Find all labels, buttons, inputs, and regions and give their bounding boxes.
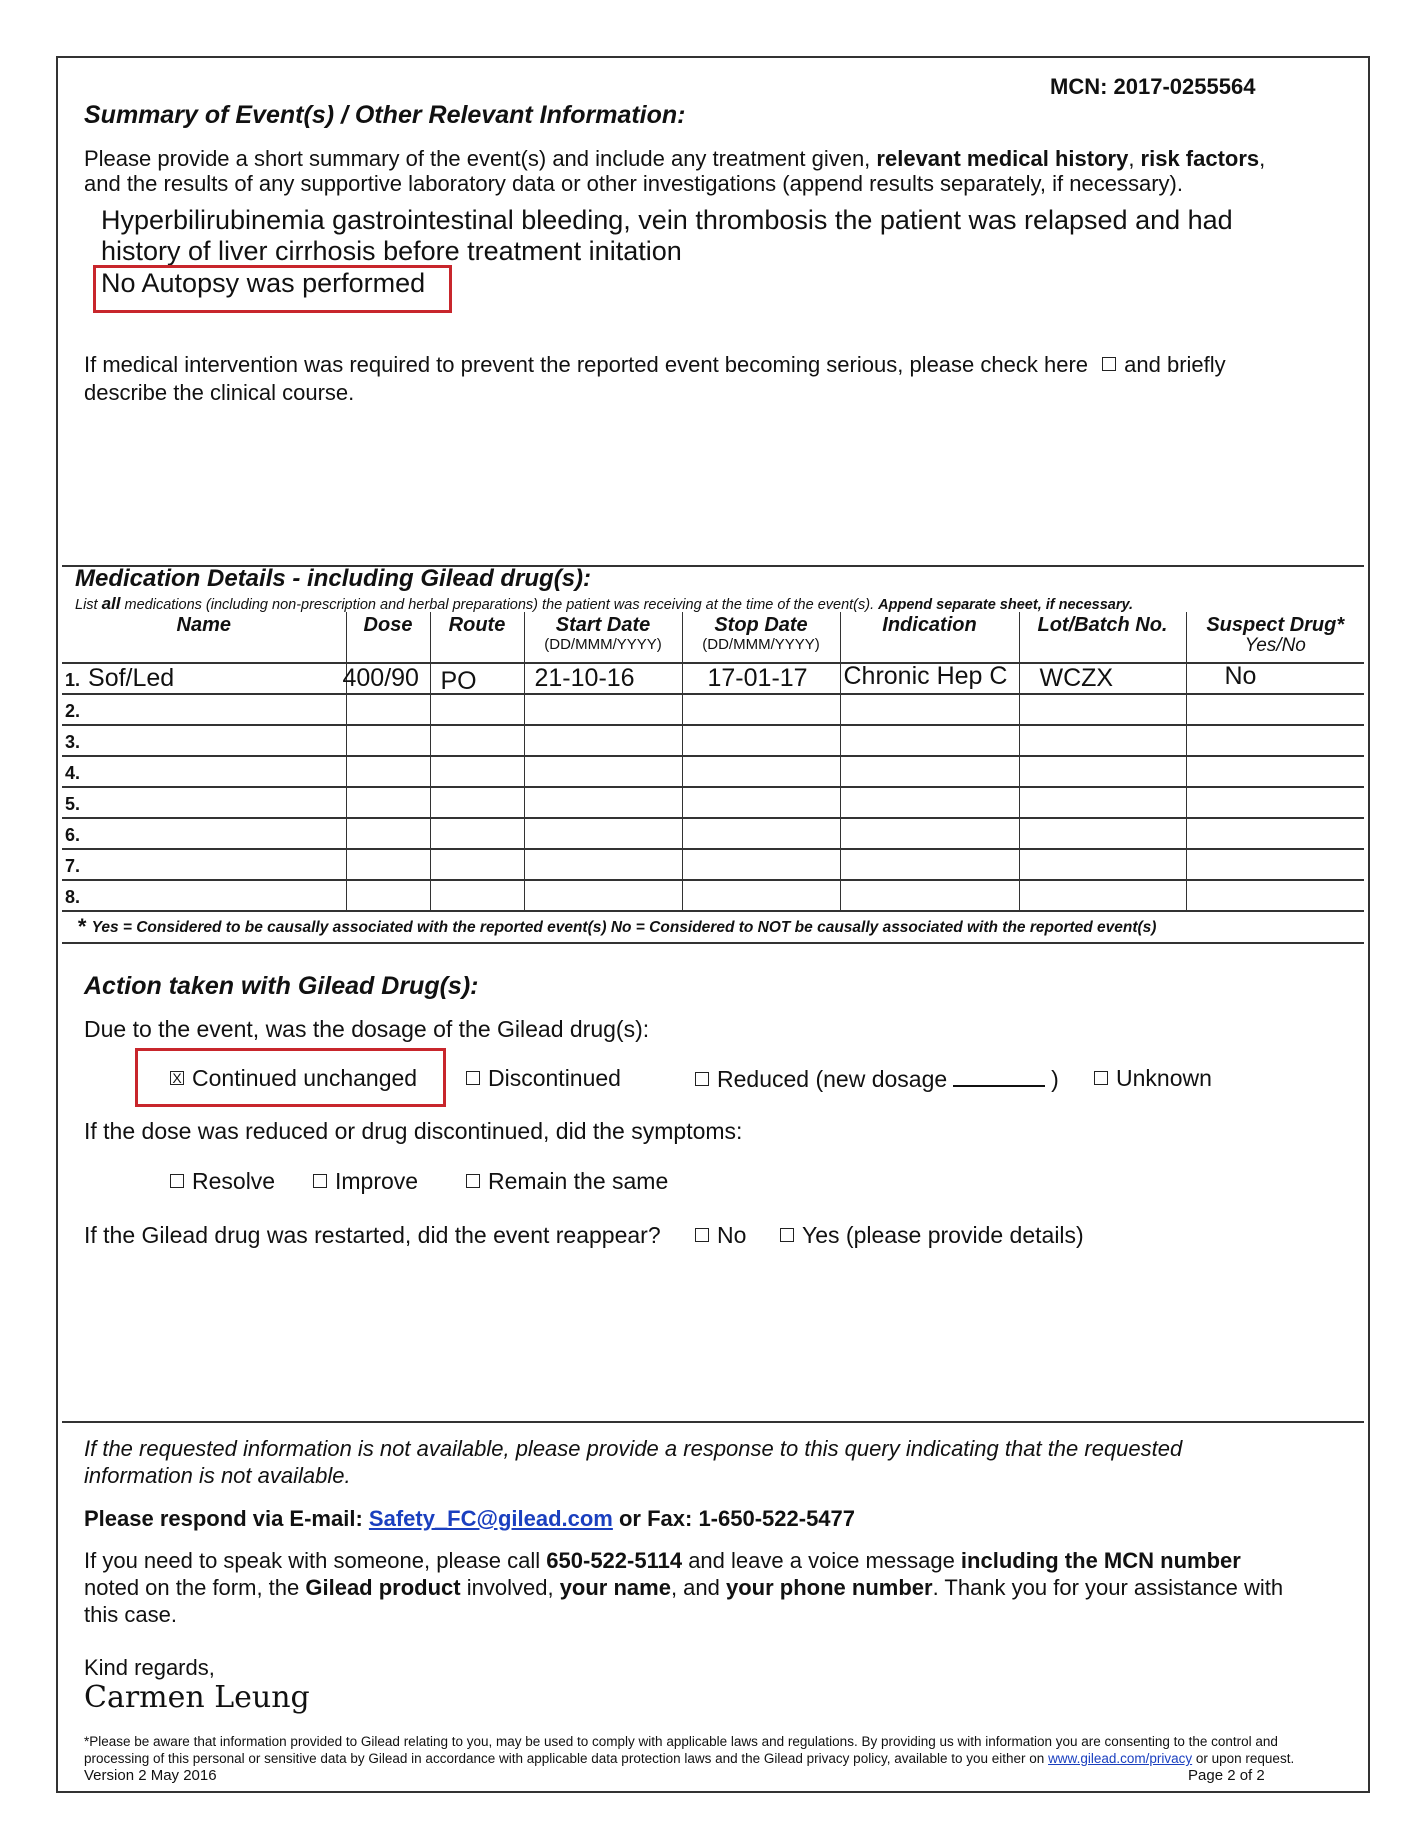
safety-email-link[interactable]: Safety_FC@gilead.com: [368, 1506, 613, 1531]
cell-indication[interactable]: Chronic Hep C: [840, 663, 1019, 694]
contact-l2-c: involved,: [460, 1575, 560, 1600]
divider-medication-bottom: [62, 942, 1364, 944]
unknown-label: Unknown: [1116, 1065, 1212, 1091]
table-row: [62, 756, 1364, 787]
reduced-close: ): [1051, 1066, 1059, 1092]
col-stop-format: (DD/MMM/YYYY): [702, 636, 820, 653]
cell-start-date[interactable]: [524, 756, 682, 787]
cell-name[interactable]: 1. Sof/Led: [62, 663, 346, 694]
summary-instr-text-c: ,: [1128, 146, 1141, 171]
cell-name[interactable]: 5.: [62, 787, 346, 818]
cell-indication[interactable]: [840, 787, 1019, 818]
table-row: [62, 787, 1364, 818]
medication-table-header: [62, 612, 1364, 663]
cell-suspect-drug[interactable]: [1186, 787, 1364, 818]
summary-entry-line1: Hyperbilirubinemia gastrointestinal bleeding, vein thrombosis the patient was relapsed and had: [101, 205, 1233, 235]
medication-footnote: [77, 912, 1156, 938]
cell-indication[interactable]: [840, 694, 1019, 725]
cell-start-date[interactable]: [524, 880, 682, 911]
cell-stop-date[interactable]: [682, 849, 840, 880]
privacy-text: processing of this personal or sensitive data by Gilead in accordance with applicable data protection laws and the Gilead privacy policy, available to you either on: [84, 1751, 1049, 1766]
signature: Carmen Leung: [84, 1680, 310, 1715]
continued-unchanged-label: Continued unchanged: [192, 1065, 418, 1091]
cell-name[interactable]: 2.: [62, 694, 346, 725]
medication-table: [62, 612, 1364, 912]
contact-phone: 650-522-5114: [546, 1548, 683, 1573]
cell-suspect-drug[interactable]: [1186, 849, 1364, 880]
intervention-text-b: and briefly: [1124, 352, 1226, 377]
cell-lot-batch[interactable]: [1019, 880, 1186, 911]
discontinued-checkbox[interactable]: [466, 1071, 480, 1085]
col-dose: Dose: [346, 612, 430, 663]
table-row: [62, 663, 1364, 694]
col-start-date: Start Date (DD/MMM/YYYY): [524, 612, 682, 663]
table-row: [62, 849, 1364, 880]
option-remain-same[interactable]: [466, 1168, 668, 1195]
cell-dose[interactable]: [346, 694, 430, 725]
cell-route[interactable]: PO: [430, 663, 524, 694]
summary-instr-risk-factors: risk factors: [1140, 146, 1260, 171]
cell-indication[interactable]: [840, 756, 1019, 787]
reappear-no-label: No: [717, 1222, 747, 1248]
cell-indication[interactable]: [840, 725, 1019, 756]
option-resolve[interactable]: [170, 1168, 275, 1195]
cell-start-date[interactable]: [524, 818, 682, 849]
cell-stop-date[interactable]: [682, 880, 840, 911]
cell-name[interactable]: 3.: [62, 725, 346, 756]
summary-instr-text-a: Please provide a short summary of the event(s) and include any treatment given,: [84, 146, 877, 171]
cell-lot-batch[interactable]: WCZX: [1019, 663, 1186, 694]
resolve-label: Resolve: [192, 1168, 276, 1194]
option-improve[interactable]: [313, 1168, 418, 1195]
summary-instructions-line2: and the results of any supportive laboratory data or other investigations (append results separately, if necessary).: [84, 171, 1183, 196]
medication-instr-append: Append separate sheet, if necessary.: [878, 597, 1134, 613]
privacy-line2: [84, 1750, 1294, 1767]
col-indication: Indication: [840, 612, 1019, 663]
action-heading: Action taken with Gilead Drug(s):: [84, 972, 479, 1000]
improve-checkbox[interactable]: [313, 1174, 327, 1188]
contact-l2-a: noted on the form, the: [84, 1575, 306, 1600]
respond-fax: or Fax: 1-650-522-5477: [612, 1506, 856, 1531]
col-suspect-sub: Yes/No: [1244, 635, 1306, 656]
contact-line3: this case.: [84, 1602, 177, 1627]
cell-lot-batch[interactable]: [1019, 725, 1186, 756]
cell-start-date[interactable]: [524, 694, 682, 725]
intervention-checkbox[interactable]: [1102, 357, 1116, 371]
contact-l2-product: Gilead product: [305, 1575, 461, 1600]
option-reappear-no[interactable]: [695, 1222, 746, 1249]
contact-l2-name: your name: [559, 1575, 671, 1600]
cell-suspect-drug[interactable]: [1186, 756, 1364, 787]
cell-stop-date[interactable]: [682, 818, 840, 849]
contact-text-a: If you need to speak with someone, please call: [84, 1548, 547, 1573]
option-continued-unchanged[interactable]: [170, 1065, 417, 1092]
cell-start-date[interactable]: [524, 787, 682, 818]
cell-dose[interactable]: [346, 818, 430, 849]
cell-start-date[interactable]: [524, 849, 682, 880]
footnote-text: Yes = Considered to be causally associated with the reported event(s) No = Considered to NOT be causally associated with the reported event(s): [91, 919, 1157, 936]
summary-entry-autopsy: No Autopsy was performed: [101, 268, 426, 298]
cell-dose[interactable]: [346, 880, 430, 911]
cell-dose[interactable]: [346, 725, 430, 756]
reappear-yes-checkbox[interactable]: [780, 1228, 794, 1242]
remain-same-checkbox[interactable]: [466, 1174, 480, 1188]
contact-line2: [84, 1575, 1283, 1601]
intervention-text: If medical intervention was required to prevent the reported event becoming serious, please check here: [84, 352, 1089, 377]
cell-route[interactable]: [430, 787, 524, 818]
footnote-star: *: [77, 914, 86, 939]
respond-email-label: Please respond via E-mail:: [84, 1506, 369, 1531]
cell-start-date[interactable]: [524, 725, 682, 756]
intervention-line2: describe the clinical course.: [84, 380, 355, 405]
col-suspect-drug: Suspect Drug* Yes/No: [1186, 612, 1364, 663]
cell-dose[interactable]: [346, 849, 430, 880]
table-row: [62, 694, 1364, 725]
cell-lot-batch[interactable]: [1019, 818, 1186, 849]
cell-route[interactable]: [430, 756, 524, 787]
cell-lot-batch[interactable]: [1019, 787, 1186, 818]
cell-route[interactable]: [430, 694, 524, 725]
cell-lot-batch[interactable]: [1019, 849, 1186, 880]
cell-lot-batch[interactable]: [1019, 694, 1186, 725]
col-lot-batch: Lot/Batch No.: [1019, 612, 1186, 663]
cell-route[interactable]: [430, 849, 524, 880]
table-row: [62, 880, 1364, 911]
col-route: Route: [430, 612, 524, 663]
contact-l2-g: . Thank you for your assistance with: [932, 1575, 1284, 1600]
cell-route[interactable]: [430, 818, 524, 849]
unavailable-note-line1: If the requested information is not available, please provide a response to this query indicating that the requested: [84, 1436, 1183, 1461]
cell-stop-date[interactable]: [682, 694, 840, 725]
cell-dose[interactable]: [346, 756, 430, 787]
cell-lot-batch[interactable]: [1019, 756, 1186, 787]
cell-route[interactable]: [430, 880, 524, 911]
reduced-label: Reduced (new dosage: [717, 1066, 948, 1092]
cell-name[interactable]: 6.: [62, 818, 346, 849]
option-discontinued[interactable]: [466, 1065, 621, 1092]
option-unknown[interactable]: [1094, 1065, 1212, 1092]
medication-instr-a: List: [75, 597, 102, 613]
cell-indication[interactable]: [840, 818, 1019, 849]
cell-suspect-drug[interactable]: [1186, 694, 1364, 725]
divider-footer: [62, 1421, 1364, 1423]
reappear-yes-label: Yes (please provide details): [802, 1222, 1084, 1248]
cell-dose[interactable]: 400/90: [346, 663, 430, 694]
medication-instr-c: medications (including non-prescription and herbal preparations) the patient was receiving at the time of the event(s).: [120, 597, 879, 613]
mcn-number: MCN: 2017-0255564: [1050, 74, 1256, 99]
unknown-checkbox[interactable]: [1094, 1071, 1108, 1085]
resolve-checkbox[interactable]: [170, 1174, 184, 1188]
reappear-no-checkbox[interactable]: [695, 1228, 709, 1242]
contact-text-b: and leave a voice message: [682, 1548, 961, 1573]
version-label: Version 2 May 2016: [84, 1767, 217, 1784]
privacy-text-b: or upon request.: [1192, 1751, 1295, 1766]
reduced-checkbox[interactable]: [695, 1072, 709, 1086]
cell-stop-date[interactable]: 17-01-17: [682, 663, 840, 694]
privacy-line1: *Please be aware that information provided to Gilead relating to you, may be used to comply with applicable laws and regulations. By providing us with information you are consenting to the control and: [84, 1734, 1278, 1749]
intervention-line1: [84, 352, 1226, 378]
new-dosage-field[interactable]: [953, 1065, 1045, 1087]
respond-line: [84, 1506, 855, 1532]
page-number: Page 2 of 2: [1188, 1767, 1265, 1784]
cell-dose[interactable]: [346, 787, 430, 818]
medication-instr-all: all: [101, 594, 121, 613]
cell-indication[interactable]: [840, 880, 1019, 911]
col-name: Name: [62, 612, 346, 663]
action-question-symptoms: If the dose was reduced or drug discontinued, did the symptoms:: [84, 1118, 743, 1144]
cell-indication[interactable]: [840, 849, 1019, 880]
continued-unchanged-checkbox[interactable]: X: [170, 1071, 184, 1085]
summary-heading: Summary of Event(s) / Other Relevant Information:: [84, 101, 686, 129]
cell-stop-date[interactable]: [682, 787, 840, 818]
summary-instructions-line1: [84, 146, 1265, 172]
medication-instructions: [75, 594, 1133, 614]
summary-instr-medical-history: relevant medical history: [876, 146, 1129, 171]
action-question-dosage: Due to the event, was the dosage of the Gilead drug(s):: [84, 1016, 650, 1042]
option-reduced[interactable]: [695, 1065, 1059, 1093]
unavailable-note-line2: information is not available.: [84, 1463, 351, 1488]
contact-l2-e: , and: [670, 1575, 726, 1600]
cell-suspect-drug[interactable]: [1186, 818, 1364, 849]
col-start-format: (DD/MMM/YYYY): [544, 636, 662, 653]
summary-instr-text-e: ,: [1259, 146, 1266, 171]
cell-name[interactable]: 7.: [62, 849, 346, 880]
cell-suspect-drug[interactable]: No: [1186, 663, 1364, 694]
kind-regards: Kind regards,: [84, 1655, 215, 1680]
remain-same-label: Remain the same: [488, 1168, 669, 1194]
medication-heading: Medication Details - including Gilead drug(s):: [75, 565, 592, 592]
col-stop-date: Stop Date (DD/MMM/YYYY): [682, 612, 840, 663]
table-row: [62, 725, 1364, 756]
summary-entry-line2: history of liver cirrhosis before treatment initation: [101, 236, 682, 266]
improve-label: Improve: [335, 1168, 419, 1194]
contact-mcn-note: including the MCN number: [960, 1548, 1241, 1573]
discontinued-label: Discontinued: [488, 1065, 621, 1091]
cell-route[interactable]: [430, 725, 524, 756]
contact-line1: [84, 1548, 1241, 1574]
cell-stop-date[interactable]: [682, 725, 840, 756]
action-question-reappear: If the Gilead drug was restarted, did the event reappear?: [84, 1222, 661, 1248]
cell-name[interactable]: 8.: [62, 880, 346, 911]
cell-start-date[interactable]: 21-10-16: [524, 663, 682, 694]
cell-stop-date[interactable]: [682, 756, 840, 787]
cell-suspect-drug[interactable]: [1186, 725, 1364, 756]
cell-name[interactable]: 4.: [62, 756, 346, 787]
option-reappear-yes[interactable]: [780, 1222, 1084, 1249]
contact-l2-phone: your phone number: [726, 1575, 933, 1600]
cell-suspect-drug[interactable]: [1186, 880, 1364, 911]
table-row: [62, 818, 1364, 849]
privacy-policy-link[interactable]: www.gilead.com/privacy: [1048, 1751, 1193, 1766]
